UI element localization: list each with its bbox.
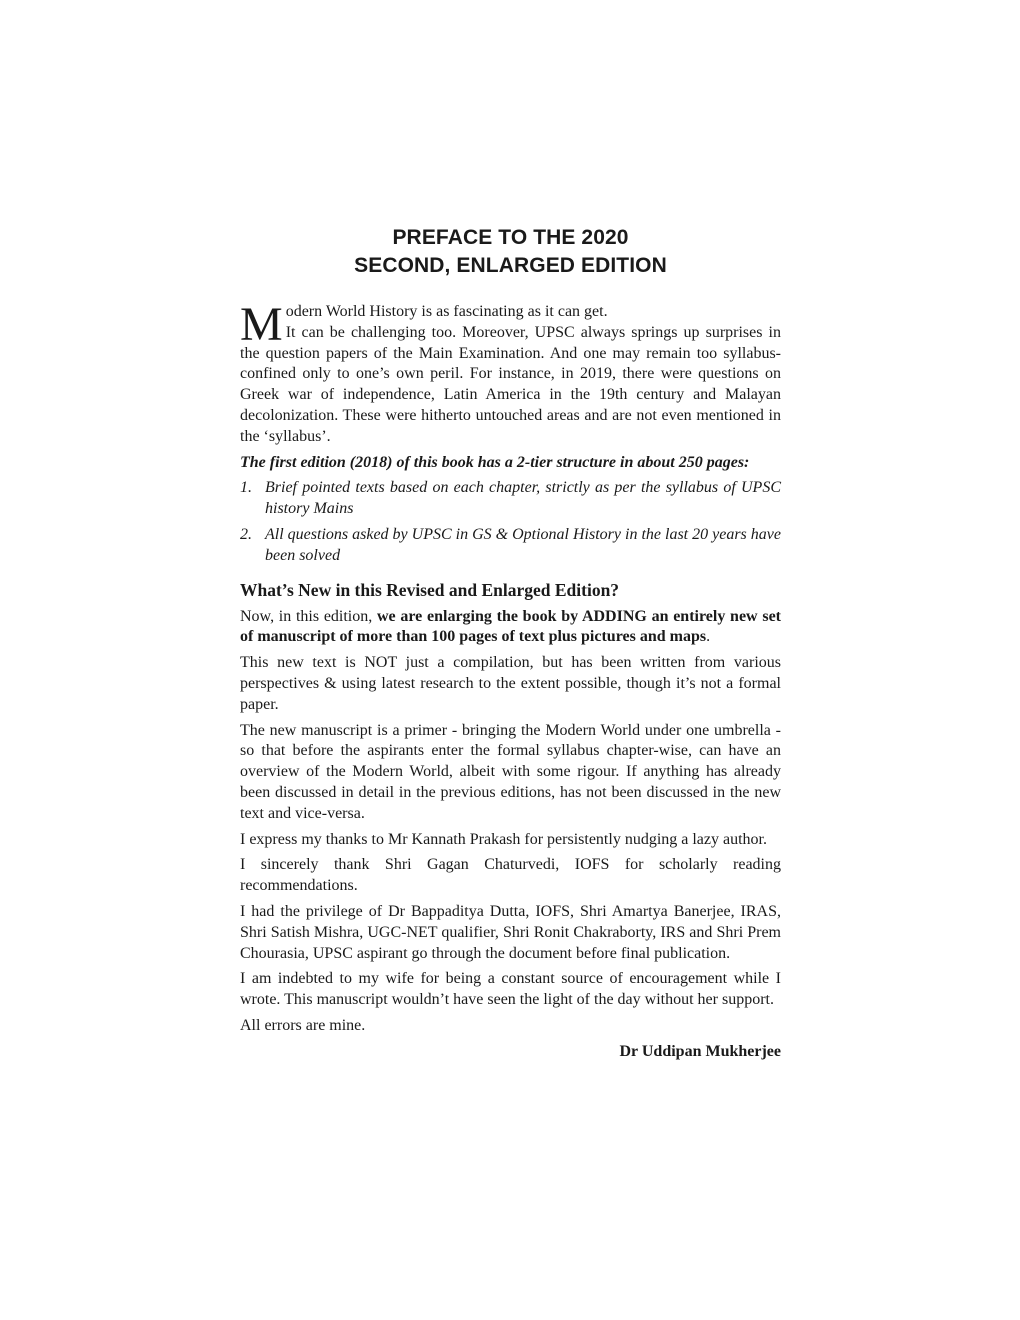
preface-page [240, 224, 781, 1063]
list-item-text: All questions asked by UPSC in GS & Optional History in the last 20 years have been solved [265, 525, 781, 564]
title-line-1: PREFACE TO THE 2020 [392, 226, 629, 249]
body-paragraph: All errors are mine. [240, 1016, 366, 1034]
body-paragraph: I am indebted to my wife for being a constant source of encouragement while I wrote. This manuscript wouldn’t have seen the light of the day without her support. [240, 970, 781, 1009]
list-item [240, 525, 781, 567]
first-edition-points [240, 478, 781, 566]
enlarging-bold-text: we are enlarging the book by ADDING an entirely new set of manuscript of more than 100 pages of text plus pictures and maps [240, 607, 781, 646]
enlarging-paragraph: Now, in this edition, we are enlarging the book by ADDING an entirely new set of manuscript of more than 100 pages of text plus pictures and maps. [240, 607, 781, 646]
page-title [240, 224, 781, 280]
intro-continuation: It can be challenging too. Moreover, UPSC always springs up surprises in the question papers of the Main Examination. And one may remain too syllabus-confined only to one’s own peril. For instance, in 2019, there were questions on Greek war of independence, Latin America in the 19th century and Malayan decolonization. These were hitherto untouched areas and are not even mentioned in the ‘syllabus’. [240, 323, 781, 445]
list-item-number: 1. [240, 479, 252, 497]
whats-new-heading: What’s New in this Revised and Enlarged Edition? [240, 579, 620, 600]
list-item-text: Brief pointed texts based on each chapter, strictly as per the syllabus of UPSC history Mains [265, 479, 781, 518]
body-paragraph: This new text is NOT just a compilation, but has been written from various perspectives & using latest research to the extent possible, though it’s not a formal paper. [240, 654, 781, 713]
author-signature: Dr Uddipan Mukherjee [619, 1042, 781, 1060]
body-paragraph: The new manuscript is a primer - bringing the Modern World under one umbrella - so that before the aspirants enter the formal syllabus chapter-wise, can have an overview of the Modern World, albeit with some rigour. If anything has already been discussed in detail in the previous editions, has not been discussed in the new text and vice-versa. [240, 721, 781, 822]
list-item [240, 478, 781, 520]
body-paragraph: I express my thanks to Mr Kannath Prakash for persistently nudging a lazy author. [240, 830, 767, 848]
intro-first-line: odern World History is as fascinating as it can get. [285, 303, 608, 320]
title-line-2: SECOND, ENLARGED EDITION [354, 254, 667, 277]
drop-cap-letter: M [240, 298, 283, 351]
first-edition-note: The first edition (2018) of this book has a 2-tier structure in about 250 pages: [240, 453, 750, 471]
list-item-number: 2. [240, 525, 252, 543]
body-paragraph: I had the privilege of Dr Bappaditya Dutta, IOFS, Shri Amartya Banerjee, IRAS, Shri Satish Mishra, UGC-NET qualifier, Shri Ronit Chakraborty, IRS and Shri Prem Chourasia, UPSC aspirant go through the document before final publication. [240, 902, 781, 962]
intro-paragraph [240, 298, 781, 448]
body-paragraph: I sincerely thank Shri Gagan Chaturvedi, IOFS for scholarly reading recommendations. [240, 856, 781, 895]
